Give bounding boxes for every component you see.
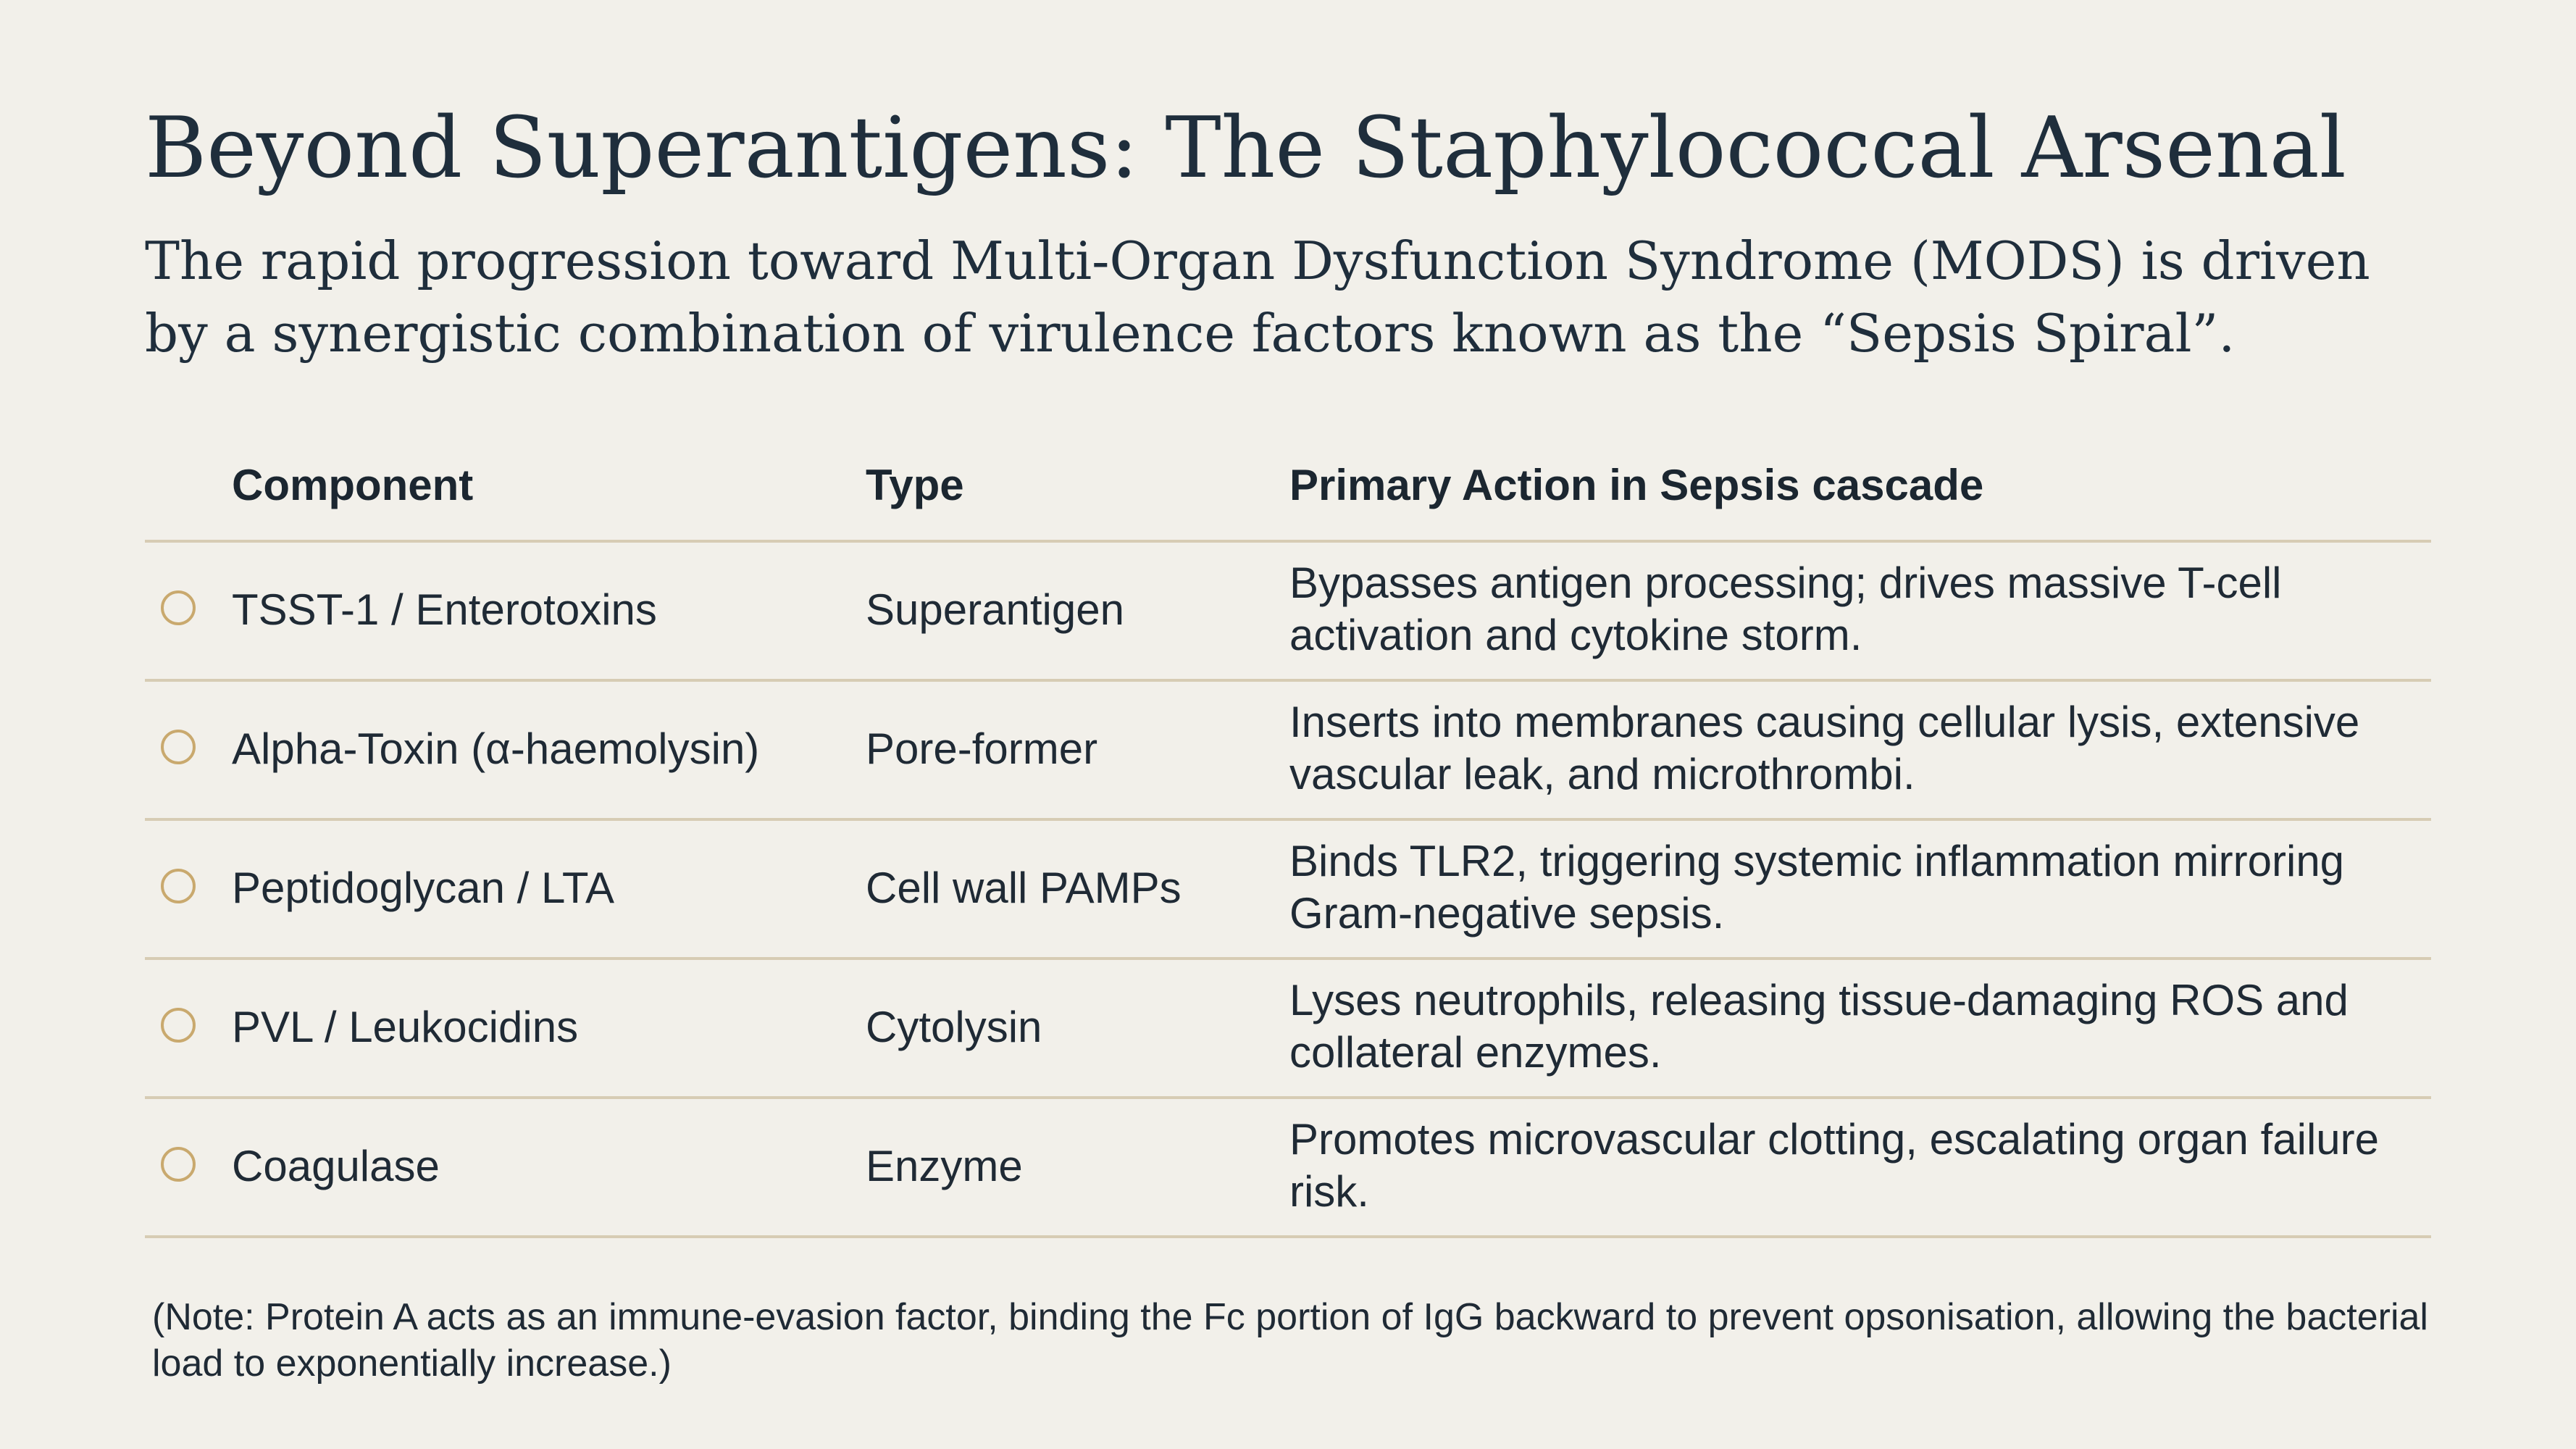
- component-cell: Coagulase: [232, 1142, 440, 1190]
- action-cell: Bypasses antigen processing; drives massive T-cell activation and cytokine storm.: [1289, 559, 2282, 659]
- page-title: Beyond Superantigens: The Staphylococcal Arsenal: [145, 99, 2346, 197]
- action-cell: Inserts into membranes causing cellular lysis, extensive vascular leak, and microthrombi.: [1289, 698, 2360, 798]
- component-cell: Alpha-Toxin (α-haemolysin): [232, 724, 760, 773]
- component-cell: PVL / Leukocidins: [232, 1003, 579, 1051]
- table-header-row: [145, 424, 2431, 543]
- column-header-action: Primary Action in Sepsis cascade: [1289, 461, 1984, 509]
- circle-outline-icon: [161, 590, 196, 625]
- column-header-type: Type: [866, 461, 964, 509]
- table-row: [145, 821, 2431, 960]
- action-cell: Lyses neutrophils, releasing tissue-damaging ROS and collateral enzymes.: [1289, 976, 2349, 1077]
- circle-outline-icon: [161, 730, 196, 764]
- table-row: [145, 960, 2431, 1099]
- type-cell: Cytolysin: [866, 1003, 1042, 1051]
- component-cell: TSST-1 / Enterotoxins: [232, 585, 657, 634]
- circle-outline-icon: [161, 1008, 196, 1043]
- type-cell: Superantigen: [866, 585, 1124, 634]
- type-cell: Cell wall PAMPs: [866, 864, 1182, 912]
- circle-outline-icon: [161, 869, 196, 903]
- action-cell: Promotes microvascular clotting, escalating organ failure risk.: [1289, 1115, 2380, 1216]
- circle-outline-icon: [161, 1147, 196, 1182]
- footnote: (Note: Protein A acts as an immune-evasion factor, binding the Fc portion of IgG backward to prevent opsonisation, allowing the bacterial load to exponentially increase.): [152, 1296, 2428, 1385]
- type-cell: Pore-former: [866, 724, 1098, 773]
- virulence-factors-table: [145, 424, 2431, 1238]
- column-header-component: Component: [232, 461, 474, 509]
- table-row: [145, 543, 2431, 682]
- table-row: [145, 682, 2431, 821]
- table-row: [145, 1099, 2431, 1238]
- page-subtitle: The rapid progression toward Multi-Organ Dysfunction Syndrome (MODS) is driven by a synergistic combination of virulence factors known as the “Sepsis Spiral”.: [145, 230, 2370, 364]
- component-cell: Peptidoglycan / LTA: [232, 864, 615, 912]
- action-cell: Binds TLR2, triggering systemic inflammation mirroring Gram-negative sepsis.: [1289, 837, 2345, 938]
- type-cell: Enzyme: [866, 1142, 1023, 1190]
